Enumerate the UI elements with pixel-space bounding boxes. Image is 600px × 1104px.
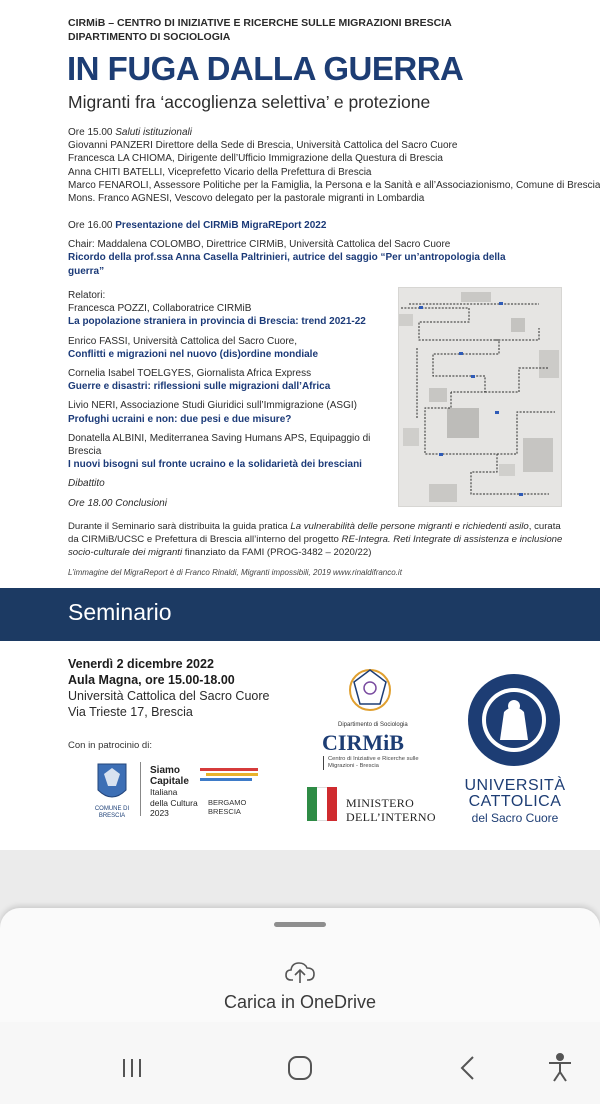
cloud-upload-icon[interactable] <box>284 956 316 988</box>
opening-speaker: Anna CHITI BATELLI, Viceprefetto Vicario della Prefettura di Brescia <box>68 166 372 178</box>
italian-flag-icon <box>307 787 337 821</box>
logo-divider <box>140 762 141 816</box>
chair-line: Chair: Maddalena COLOMBO, Direttrice CIRMiB, Università Cattolica del Sacro Cuore <box>68 239 451 251</box>
capitale-stripes-icon <box>200 768 258 784</box>
sheet-drag-handle[interactable] <box>274 922 326 927</box>
event-room: Aula Magna, ore 15.00-18.00 <box>68 673 235 687</box>
presentation-heading: Ore 16.00 Presentazione del CIRMiB MigraREport 2022 <box>68 220 327 231</box>
opening-speaker: Giovanni PANZERI Direttore della Sede di Brescia, Università Cattolica del Sacro Cuore <box>68 140 458 152</box>
dipartimento-sociologia-logo <box>340 660 400 720</box>
poster-header <box>68 16 452 44</box>
ucsc-seal-icon <box>466 672 562 768</box>
event-address: Via Trieste 17, Brescia <box>68 705 193 719</box>
speaker-name: Enrico FASSI, Università Cattolica del Sacro Cuore, <box>68 335 297 347</box>
talk-title: Profughi ucraini e non: due pesi e due misure? <box>68 413 292 425</box>
opening-speaker: Francesca LA CHIOMA, Dirigente dell’Ufficio Immigrazione della Questura di Brescia <box>68 153 443 165</box>
talk-title: Conflitti e migrazioni nel nuovo (dis)ordine mondiale <box>68 348 319 360</box>
ucsc-logo: UNIVERSITÀ CATTOLICA del Sacro Cuore <box>464 777 566 825</box>
event-date: Venerdì 2 dicembre 2022 <box>68 657 214 671</box>
opening-speaker: Mons. Franco AGNESI, Vescovo delegato per la pastorale migranti in Lombardia <box>68 193 425 205</box>
tribute-line: Ricordo della prof.ssa Anna Casella Paltrinieri, autrice del saggio “Per un’antropologia della <box>68 252 506 264</box>
opening-section <box>68 126 600 205</box>
cirmib-subtitle: Centro di Iniziative e Ricerche sulle Migrazioni - Brescia <box>323 756 432 770</box>
image-credit: L’immagine del MigraReport è di Franco Rinaldi, Migranti impossibili, 2019 www.rinaldifranco.it <box>68 568 402 577</box>
seminario-label: Seminario <box>68 599 172 625</box>
capitale-cultura-logo: Siamo Capitale Italiana della Cultura 2023 <box>150 765 198 818</box>
poster-title: IN FUGA DALLA GUERRA <box>67 50 464 87</box>
header-line-cirmib: CIRMiB – CENTRO DI INIZIATIVE E RICERCHE SULLE MIGRAZIONI BRESCIA <box>68 17 452 29</box>
upload-onedrive-button[interactable]: Carica in OneDrive <box>223 992 377 1012</box>
speaker-name: Francesca POZZI, Collaboratrice CIRMiB <box>68 303 252 315</box>
talk-title: La popolazione straniera in provincia di Brescia: trend 2021-22 <box>68 316 366 328</box>
patrocinio-label: Con in patrocinio di: <box>68 740 152 751</box>
opening-speaker: Marco FENAROLI, Assessore Politiche per la Famiglia, la Persona e la Sanità e all’Associazionismo, Comune di Brescia <box>68 179 600 191</box>
home-icon[interactable] <box>280 1048 320 1088</box>
migrareport-artwork <box>398 287 562 507</box>
relatori-label: Relatori: <box>68 290 106 301</box>
relatori-list <box>68 289 393 510</box>
cirmib-logo: CIRMiB <box>322 730 404 755</box>
dipartimento-label: Dipartimento di Sociologia <box>338 722 408 728</box>
comune-brescia-logo <box>86 760 138 820</box>
event-details <box>68 656 269 720</box>
header-line-department: DIPARTIMENTO DI SOCIOLOGIA <box>68 31 231 43</box>
guide-note: Durante il Seminario sarà distribuita la guida pratica La vulnerabilità delle persone migranti e richiedenti asilo, curata da CIRMiB/UCSC e Prefettura di Brescia all’interno del progetto RE-Integra. Reti Integrate di assistenza e inclusione socio-culturale dei migranti finanziato da FAMI (PROG-3482 – 2020/22) <box>68 521 563 558</box>
opening-heading: Ore 15.00 Saluti istituzionali <box>68 127 192 138</box>
android-nav-bar <box>0 1022 600 1104</box>
speaker-name: Donatella ALBINI, Mediterranea Saving Humans APS, Equipaggio di Brescia <box>68 432 371 458</box>
talk-title: Guerre e disastri: riflessioni sulle migrazioni dall’Africa <box>68 381 331 393</box>
accessibility-icon[interactable] <box>540 1048 580 1088</box>
poster-subtitle: Migranti fra ‘accoglienza selettiva’ e protezione <box>68 92 431 112</box>
ministero-logo: MINISTERO DELL’INTERNO <box>346 796 436 824</box>
seminario-band <box>0 588 600 641</box>
dibattito-line: Dibattito <box>68 478 105 490</box>
comune-brescia-label: COMUNE DI BRESCIA <box>94 806 130 819</box>
speaker-name: Livio NERI, Associazione Studi Giuridici sull’Immigrazione (ASGI) <box>68 400 357 412</box>
back-icon[interactable] <box>448 1048 488 1088</box>
speaker-name: Cornelia Isabel TOELGYES, Giornalista Africa Express <box>68 368 312 380</box>
talk-title: I nuovi bisogni sul fronte ucraino e la solidarietà dei bresciani <box>68 459 362 471</box>
conclusioni-line: Ore 18.00 Conclusioni <box>68 497 167 509</box>
bergamo-brescia-label: BERGAMO BRESCIA <box>208 798 247 816</box>
recent-apps-icon[interactable] <box>112 1048 152 1088</box>
tribute-line: guerra” <box>68 265 105 277</box>
presentation-section <box>68 219 588 278</box>
event-venue: Università Cattolica del Sacro Cuore <box>68 689 270 703</box>
